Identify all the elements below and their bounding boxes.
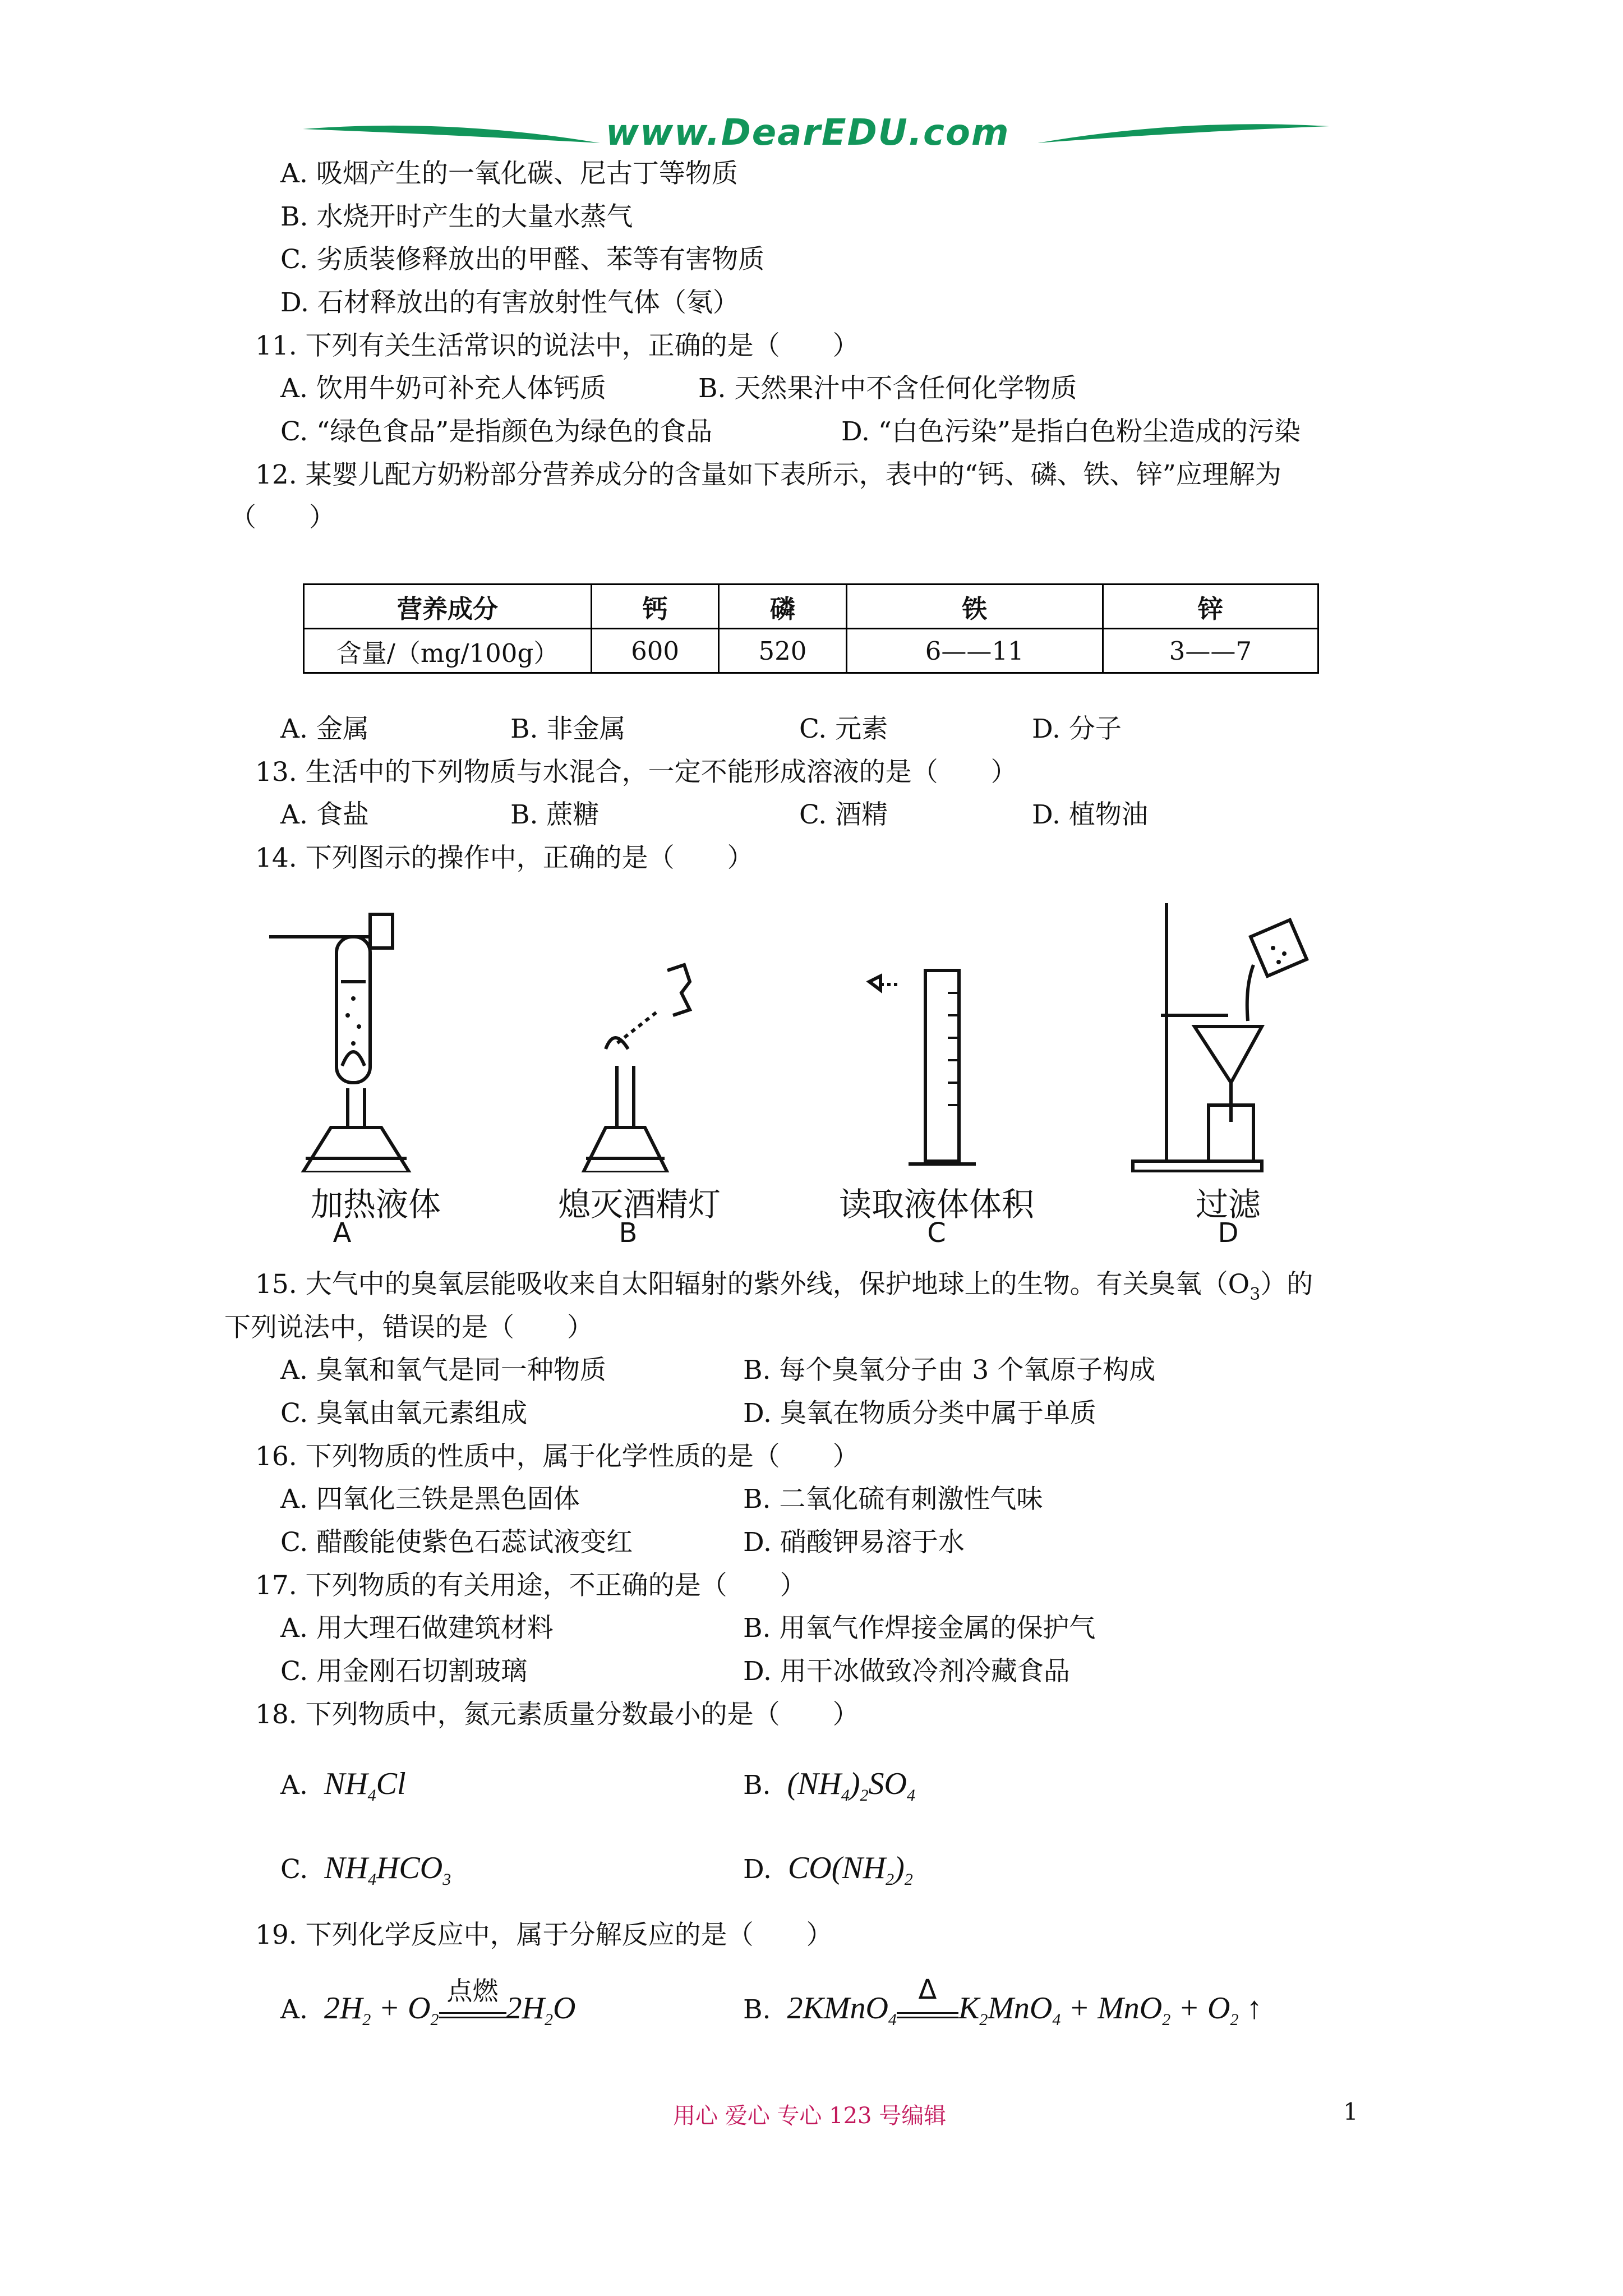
q17-option-c: C. 用金刚石切割玻璃 [280, 1656, 528, 1687]
table-header-cell: 磷 [719, 585, 846, 629]
figure-filtration [1110, 881, 1391, 1251]
figure-d-letter: D [1218, 1217, 1239, 1249]
q19-stem: 19. 下列化学反应中，属于分解反应的是（ ） [255, 1920, 833, 1950]
q12-stem: 12. 某婴儿配方奶粉部分营养成分的含量如下表所示，表中的“钙、磷、铁、锌”应理解为 [255, 459, 1281, 490]
q10-option-c: C. 劣质装修释放出的甲醛、苯等有害物质 [280, 244, 765, 275]
q18-option-c [280, 1851, 451, 1897]
table-cell: 6——11 [846, 629, 1103, 673]
q18-b-label: B. [743, 1770, 771, 1801]
page-number: 1 [1343, 2098, 1358, 2125]
nutrition-table [303, 583, 1319, 674]
q19-b-formula: 2KMnO$_4$ Δ $K_2MnO_4 + MnO_2 + O_2$ ↑ [779, 1974, 1262, 2029]
q11-stem: 11. 下列有关生活常识的说法中，正确的是（ ） [255, 330, 859, 361]
q16-option-d: D. 硝酸钾易溶于水 [743, 1527, 965, 1558]
q13-stem: 13. 生活中的下列物质与水混合，一定不能形成溶液的是（ ） [255, 757, 1017, 788]
q18-stem: 18. 下列物质中，氮元素质量分数最小的是（ ） [255, 1699, 859, 1730]
figure-read-volume [808, 881, 1088, 1251]
header-swoosh-right [1038, 112, 1329, 157]
figure-a-letter: A [333, 1217, 352, 1249]
q19-a-label: A. [280, 1994, 308, 2025]
table-header-cell: 铁 [846, 585, 1103, 629]
q13-option-c: C. 酒精 [799, 799, 888, 830]
q11-option-b: B. 天然果汁中不含任何化学物质 [698, 373, 1077, 404]
q11-option-c: C. “绿色食品”是指颜色为绿色的食品 [280, 416, 713, 447]
table-header-cell: 锌 [1103, 585, 1318, 629]
q15-stem-subscript: 3 [1249, 1285, 1261, 1304]
q19-b-condition: Δ [918, 1974, 937, 2005]
q19-a-formula: $2H_2 + O_2$ 点燃 $2H_2O$ [316, 1991, 576, 2026]
q13-option-a: A. 食盐 [280, 799, 369, 830]
q18-b-formula: $(NH_4)_2SO_4$ [779, 1766, 915, 1805]
q11-option-d: D. “白色污染”是指白色粉尘造成的污染 [841, 416, 1301, 447]
q18-option-d [743, 1851, 913, 1897]
q13-option-d: D. 植物油 [1032, 799, 1148, 830]
q15-stem-end: ）的 [1260, 1269, 1313, 1300]
figure-b-caption: 熄灭酒精灯 [557, 1185, 721, 1223]
q18-a-formula: $NH_4Cl$ [316, 1766, 406, 1805]
q12-option-d: D. 分子 [1032, 714, 1122, 744]
table-header-row [304, 585, 1318, 629]
q12-option-c: C. 元素 [799, 714, 888, 744]
q10-option-a: A. 吸烟产生的一氧化碳、尼古丁等物质 [280, 158, 738, 189]
table-header-cell: 钙 [592, 585, 719, 629]
table-cell: 含量/（mg/100g） [304, 629, 592, 673]
q13-option-b: B. 蔗糖 [510, 799, 600, 830]
header-swoosh-left [303, 112, 600, 157]
q19-option-b [743, 1974, 1262, 2037]
table-cell: 3——7 [1103, 629, 1318, 673]
figure-d-caption: 过滤 [1195, 1185, 1261, 1223]
read-volume-illustration [808, 881, 1088, 1172]
q10-option-b: B. 水烧开时产生的大量水蒸气 [280, 201, 633, 232]
footer-text: 用心 爱心 专心 123 号编辑 [673, 2103, 947, 2129]
q15-stem-text: 15. 大气中的臭氧层能吸收来自太阳辐射的紫外线，保护地球上的生物。有关臭氧（O [255, 1269, 1250, 1300]
q19-a-condition: 点燃 [446, 1976, 499, 2006]
q15-option-d: D. 臭氧在物质分类中属于单质 [743, 1398, 1096, 1429]
q18-d-label: D. [743, 1854, 772, 1885]
q17-option-d: D. 用干冰做致冷剂冷藏食品 [743, 1656, 1070, 1687]
q16-stem: 16. 下列物质的性质中，属于化学性质的是（ ） [255, 1441, 859, 1472]
q10-option-d: D. 石材释放出的有害放射性气体（氡） [280, 287, 739, 318]
filtration-illustration [1110, 881, 1391, 1172]
table-cell: 520 [719, 629, 846, 673]
q15-stem [255, 1268, 1313, 1312]
table-header-cell: 营养成分 [304, 585, 592, 629]
q12-option-a: A. 金属 [280, 714, 369, 744]
q16-option-c: C. 醋酸能使紫色石蕊试液变红 [280, 1527, 633, 1558]
q16-option-b: B. 二氧化硫有刺激性气味 [743, 1484, 1043, 1515]
table-row [304, 629, 1318, 673]
q12-option-b: B. 非金属 [510, 714, 626, 744]
figure-c-letter: C [927, 1217, 946, 1249]
figure-extinguish-lamp [522, 881, 802, 1251]
q18-d-formula: $CO(NH_2)_2$ [780, 1851, 913, 1889]
extinguish-lamp-illustration [522, 881, 802, 1172]
q18-option-b [743, 1767, 915, 1812]
q18-c-label: C. [280, 1854, 308, 1885]
q11-option-a: A. 饮用牛奶可补充人体钙质 [280, 373, 606, 404]
q16-option-a: A. 四氧化三铁是黑色固体 [280, 1484, 580, 1515]
q15-option-c: C. 臭氧由氧元素组成 [280, 1398, 528, 1429]
q19-b-label: B. [743, 1994, 771, 2025]
q14-stem: 14. 下列图示的操作中，正确的是（ ） [255, 843, 754, 873]
q18-option-a [280, 1767, 406, 1812]
heating-liquid-illustration [236, 881, 516, 1172]
figure-b-letter: B [619, 1217, 638, 1249]
q17-stem: 17. 下列物质的有关用途，不正确的是（ ） [255, 1570, 806, 1601]
q15-option-a: A. 臭氧和氧气是同一种物质 [280, 1355, 606, 1386]
q18-c-formula: $NH_4HCO_3$ [316, 1851, 451, 1889]
figure-c-caption: 读取液体体积 [838, 1185, 1034, 1223]
site-brand: www.DearEDU.com [606, 112, 1010, 154]
q18-a-label: A. [280, 1770, 308, 1801]
q15-option-b: B. 每个臭氧分子由 3 个氧原子构成 [743, 1355, 1156, 1386]
q17-option-b: B. 用氧气作焊接金属的保护气 [743, 1613, 1096, 1644]
q19-option-a [280, 1976, 576, 2037]
q12-stem-cont: （ ） [230, 502, 335, 533]
q15-stem-cont: 下列说法中，错误的是（ ） [224, 1312, 593, 1343]
figure-a-caption: 加热液体 [310, 1185, 441, 1223]
figure-heating-liquid [236, 881, 516, 1251]
q17-option-a: A. 用大理石做建筑材料 [280, 1613, 554, 1644]
table-cell: 600 [592, 629, 719, 673]
